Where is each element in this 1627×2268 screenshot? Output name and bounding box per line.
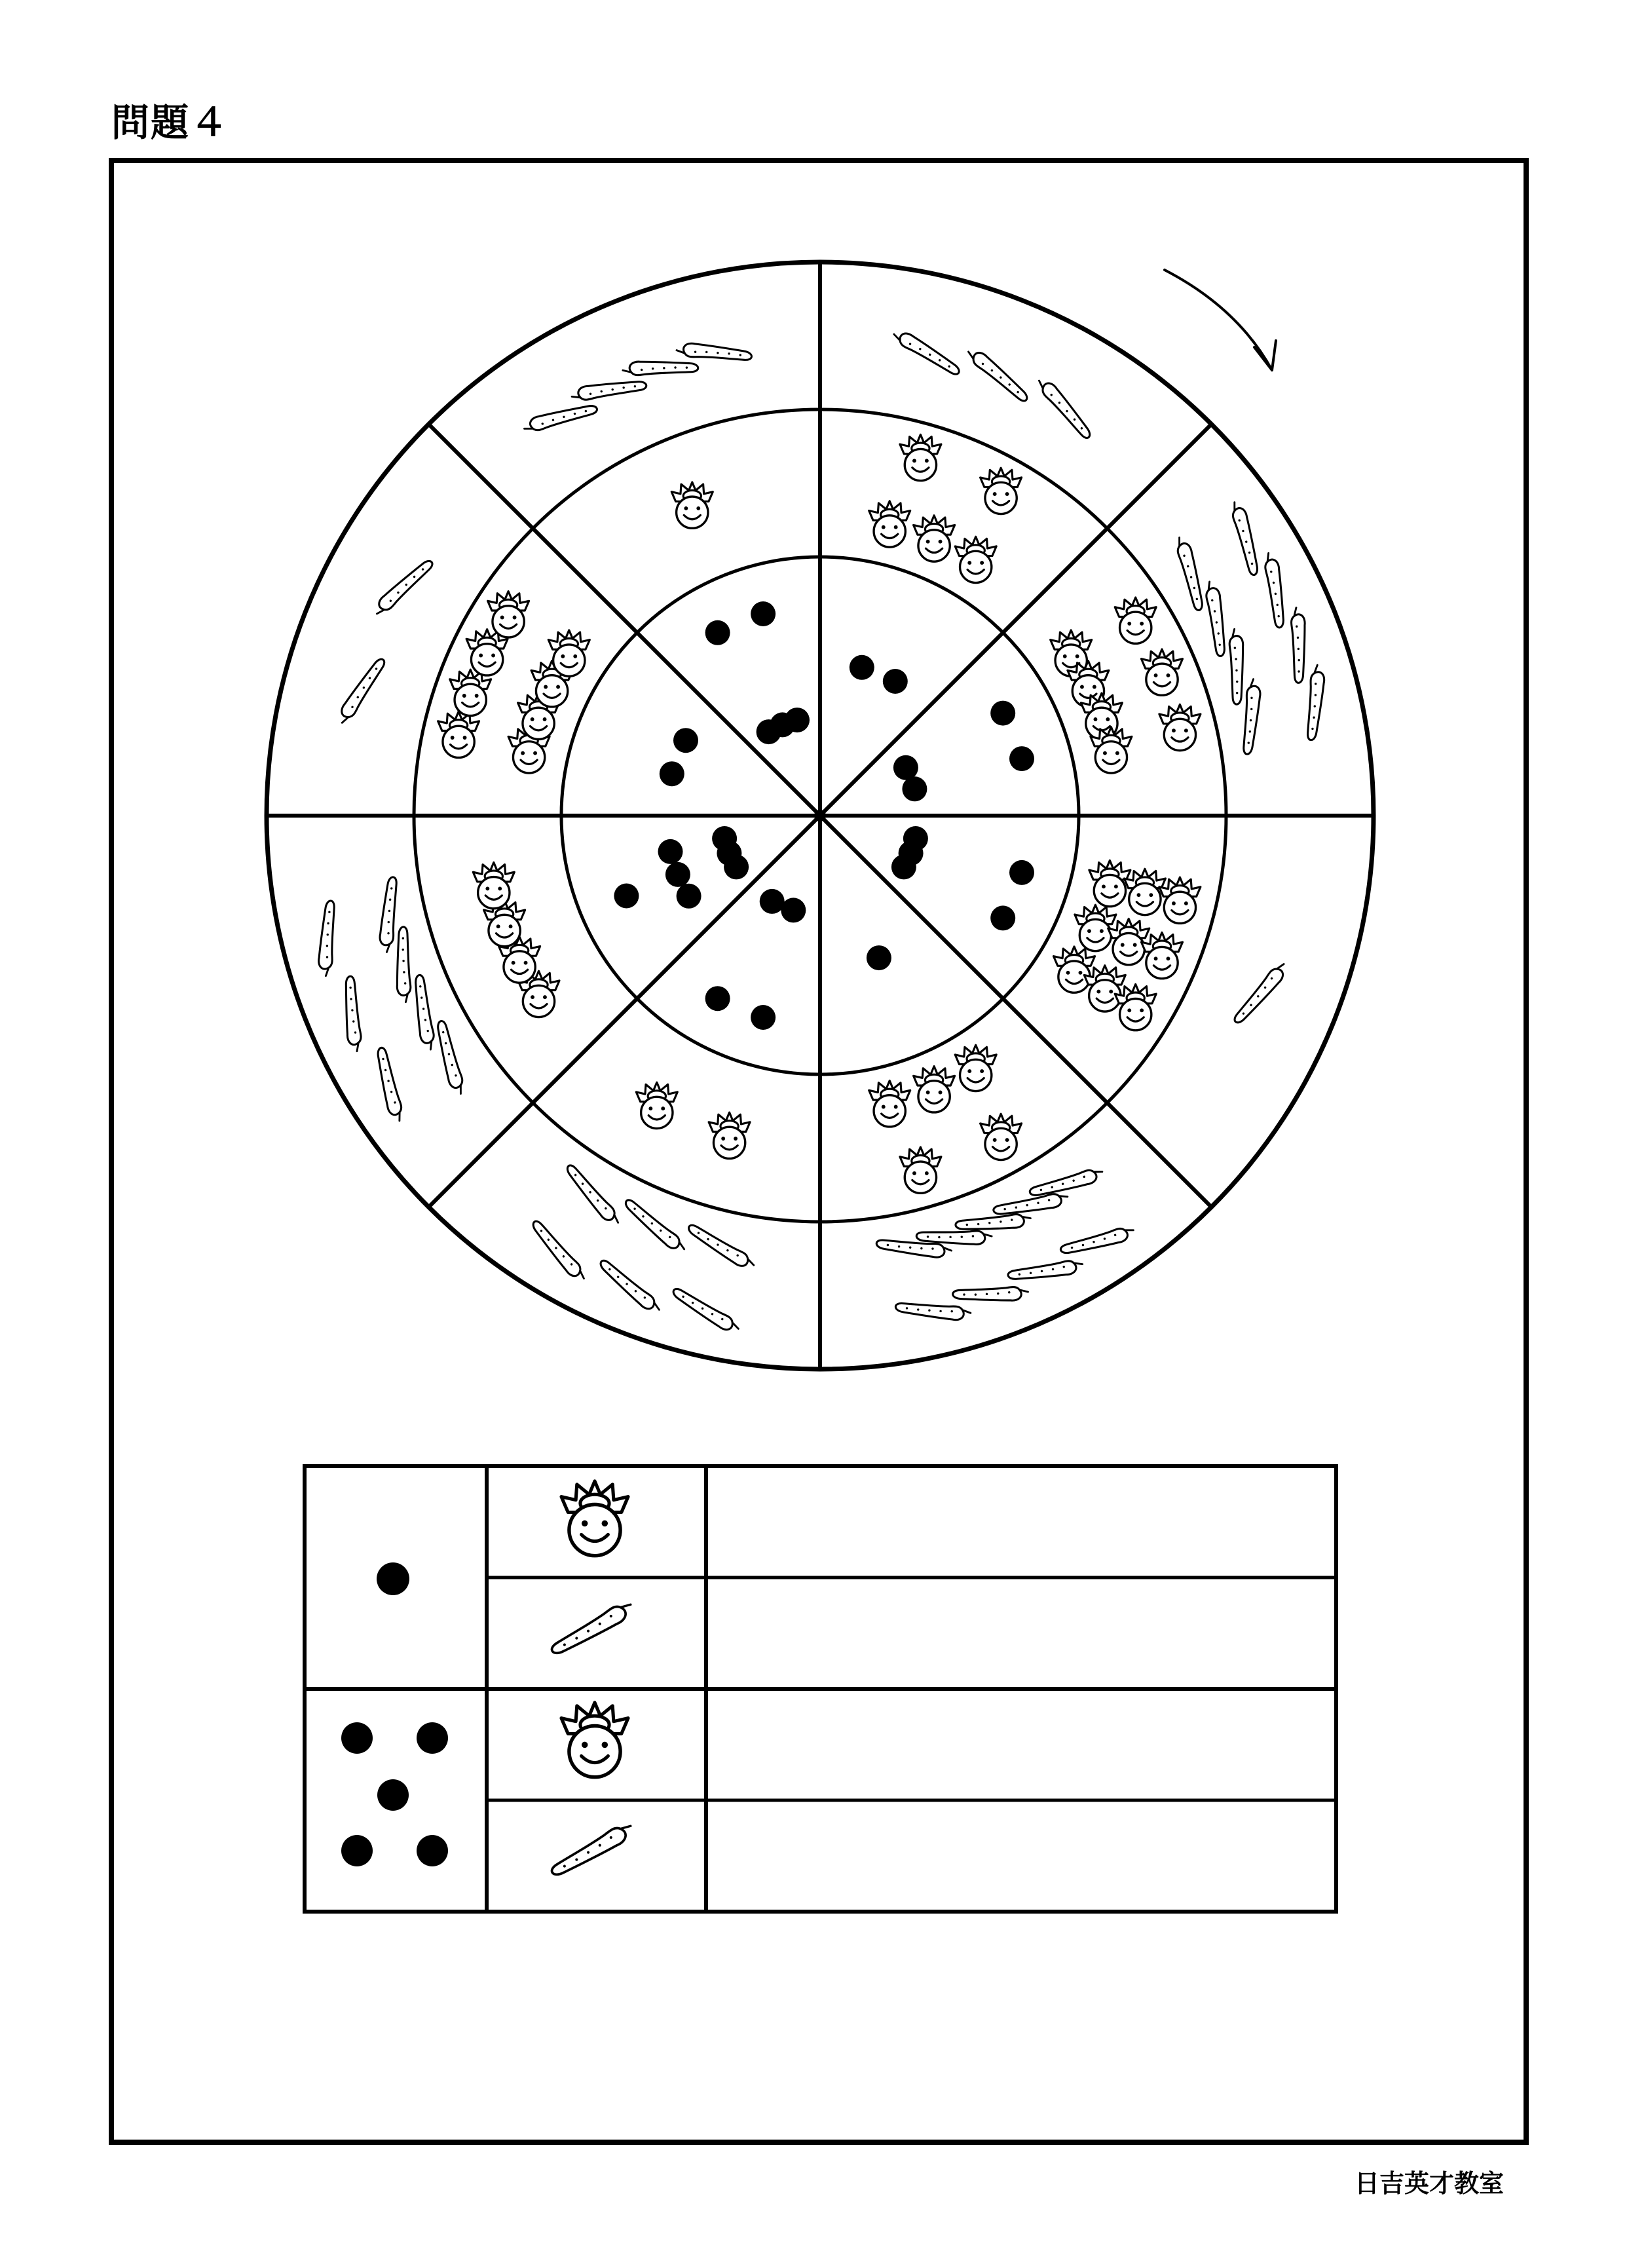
dot-icon (883, 669, 908, 694)
page-title: 問題４ (111, 100, 230, 145)
dot-icon (781, 898, 806, 922)
dot-icon (705, 620, 730, 645)
dot-icon (705, 986, 730, 1011)
dot-icon (760, 889, 785, 914)
answer-table (305, 1466, 1336, 1912)
answer-cell-2a[interactable] (709, 1692, 1334, 1798)
dot-icon (658, 839, 683, 864)
dot-icon (417, 1722, 448, 1754)
dot-icon (990, 905, 1015, 930)
dot-icon (867, 945, 891, 970)
dot-icon (1009, 860, 1034, 885)
wheel-spokes (267, 262, 1374, 1369)
dot-icon (660, 761, 684, 786)
dot-icon (785, 708, 810, 732)
publisher-footer: 日吉英才教室 (1355, 2169, 1505, 2198)
sector-wheel (267, 262, 1374, 1369)
dot-icon (377, 1779, 409, 1811)
dot-icon (751, 1005, 776, 1030)
dot-icon (341, 1722, 373, 1754)
dot-icon (1009, 746, 1034, 771)
clockwise-arrow-icon (1165, 270, 1276, 370)
answer-cell-1b[interactable] (709, 1579, 1334, 1687)
dot-icon (751, 601, 776, 626)
dot-icon (614, 884, 639, 909)
dot-icon (990, 701, 1015, 726)
dot-icon (665, 862, 690, 887)
dot-icon (677, 884, 701, 909)
wheel-hub (814, 810, 826, 822)
cucumber-icon (550, 1593, 635, 1666)
dot-icon (673, 728, 698, 753)
dot-icon (893, 755, 918, 780)
dot-icon (712, 826, 737, 851)
flower-face-icon (561, 1481, 628, 1556)
dot-icon (417, 1835, 448, 1866)
answer-cell-2b[interactable] (709, 1802, 1334, 1910)
flower-face-icon (561, 1703, 628, 1777)
cucumber-icon (550, 1814, 635, 1887)
dot-icon (850, 655, 874, 680)
dot-icon (341, 1835, 373, 1866)
dot-icon (377, 1562, 409, 1595)
dot-icon (902, 776, 927, 801)
answer-cell-1a[interactable] (709, 1469, 1334, 1576)
dot-icon (891, 854, 916, 879)
